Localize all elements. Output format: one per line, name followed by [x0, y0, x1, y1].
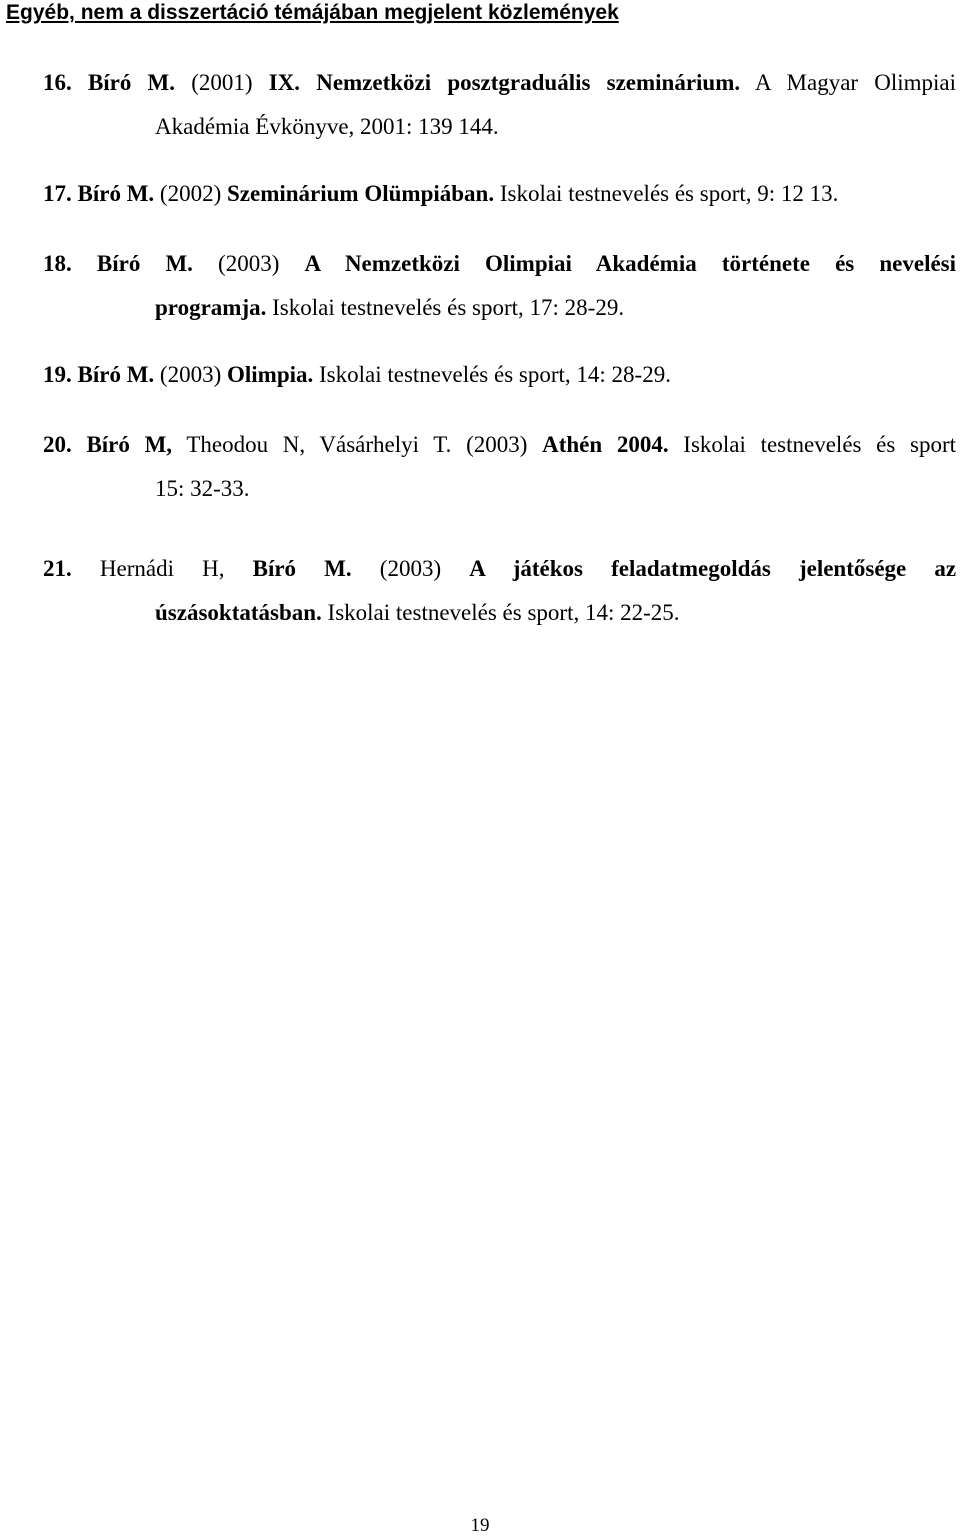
- entry-author: Bíró M,: [86, 432, 173, 457]
- entry-year: (2003): [379, 556, 442, 581]
- entry-author: Bíró M.: [96, 251, 193, 276]
- entry-coauthor: Hernádi H,: [99, 556, 225, 581]
- entry-title-continued: programja.: [155, 295, 267, 320]
- entry-number: 16.: [43, 70, 72, 95]
- section-heading: Egyéb, nem a disszertáció témájában megjelent közlemények: [6, 1, 619, 24]
- entry-source: Iskolai testnevelés és sport, 9: 12 13.: [499, 181, 839, 206]
- entry-title-continued: úszásoktatásban.: [155, 600, 322, 625]
- entry-number: 18.: [43, 251, 72, 276]
- entry-title: A Nemzetközi Olimpiai Akadémia története és nevelési: [304, 251, 957, 276]
- entry-title: Athén 2004.: [542, 432, 669, 457]
- entry-number: 20.: [43, 432, 72, 457]
- entry-number: 19.: [43, 362, 72, 387]
- publication-entry-17: [43, 172, 956, 216]
- entry-source: Iskolai testnevelés és sport, 17: 28-29.: [272, 295, 625, 320]
- entry-title: Szeminárium Olümpiában.: [226, 181, 495, 206]
- entry-year: (2002): [159, 181, 222, 206]
- entry-coauthors: Theodou N, Vásárhelyi T.: [186, 432, 452, 457]
- publication-entry-18: [43, 242, 956, 330]
- entry-source: Iskolai testnevelés és sport, 14: 28-29.: [319, 362, 671, 387]
- publication-entry-16: [43, 61, 956, 149]
- entry-source: Iskolai testnevelés és sport, 14: 22-25.: [327, 600, 680, 625]
- entry-author: Bíró M.: [87, 70, 176, 95]
- entry-source: A Magyar Olimpiai: [755, 70, 957, 95]
- entry-year: (2003): [159, 362, 222, 387]
- entry-year: (2001): [191, 70, 253, 95]
- publication-entry-21: [43, 547, 956, 635]
- entry-author: Bíró M.: [77, 181, 155, 206]
- entry-title: IX. Nemzetközi posztgraduális szeminárium.: [268, 70, 741, 95]
- entry-source-continued: Akadémia Évkönyve, 2001: 139 144.: [155, 114, 499, 139]
- entry-author: Bíró M.: [252, 556, 352, 581]
- entry-title: Olimpia.: [226, 362, 314, 387]
- entry-author: Bíró M.: [77, 362, 155, 387]
- page-number: 19: [470, 1515, 490, 1536]
- entry-title: A játékos feladatmegoldás jelentősége az: [469, 556, 957, 581]
- entry-source: Iskolai testnevelés és sport: [683, 432, 957, 457]
- publication-entry-20: [43, 423, 956, 511]
- entry-source-continued: 15: 32-33.: [155, 476, 250, 501]
- entry-year: (2003): [218, 251, 280, 276]
- publication-entry-19: [43, 353, 956, 397]
- entry-number: 21.: [43, 556, 72, 581]
- entry-number: 17.: [43, 181, 72, 206]
- entry-year: (2003): [466, 432, 528, 457]
